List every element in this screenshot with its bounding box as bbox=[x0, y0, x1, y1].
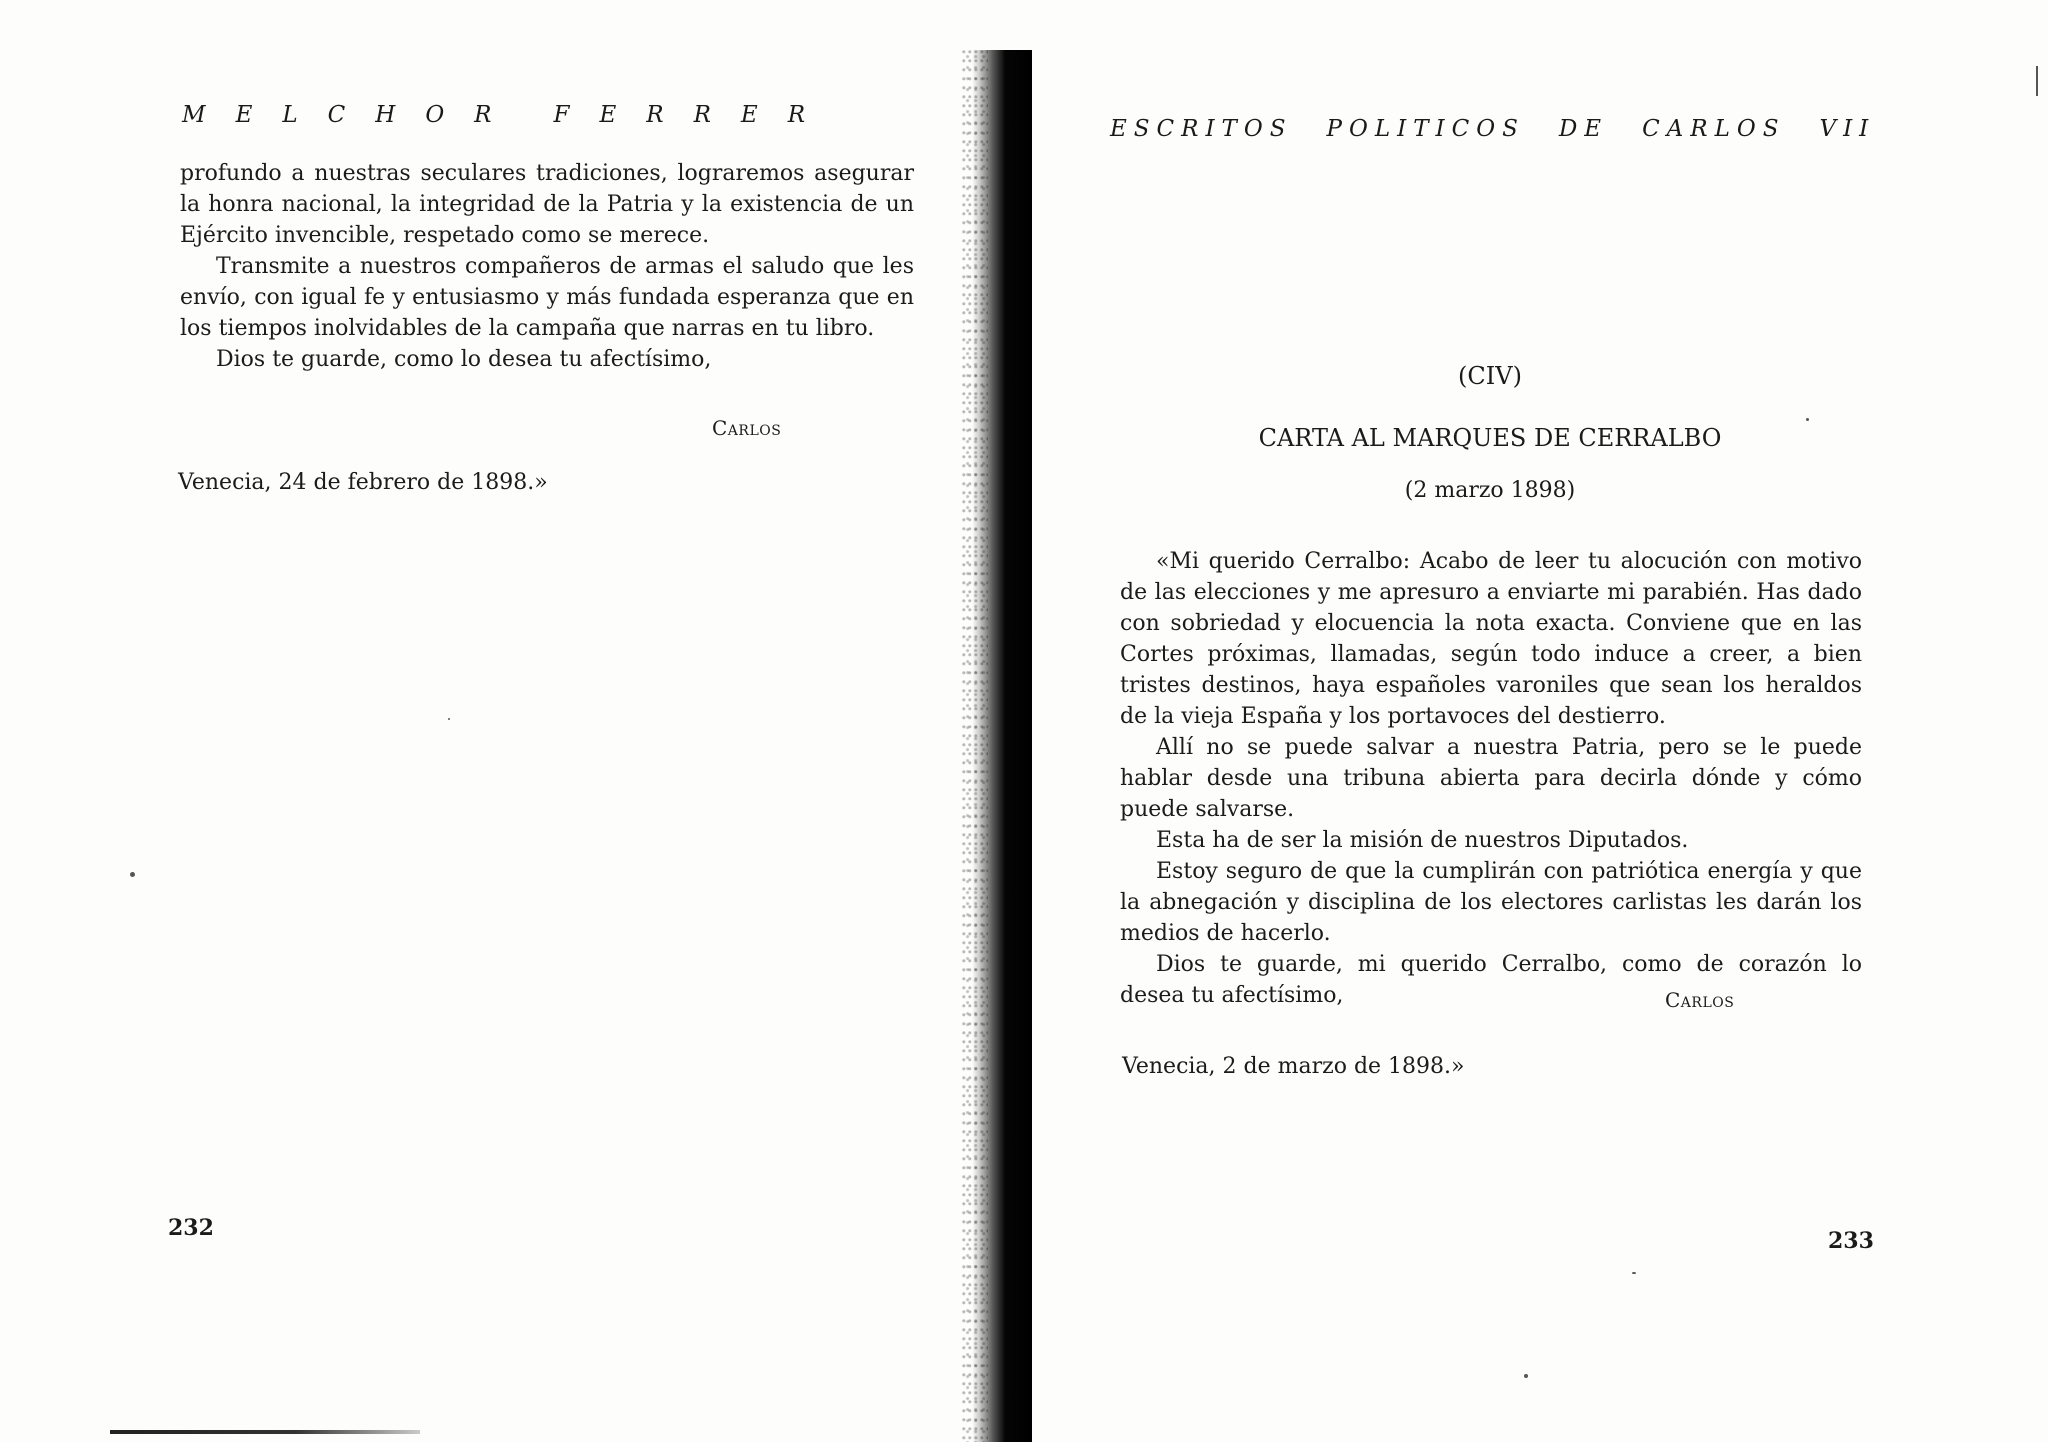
paragraph: Transmite a nuestros compañeros de armas el saludo que les envío, con igual fe y entusiasmo y más fundada esperanza que en los tiempos inolvidables de la campaña que narras en tu libro. bbox=[180, 254, 914, 341]
scan-speck bbox=[1806, 418, 1809, 421]
scan-speck bbox=[448, 718, 450, 720]
paragraph: «Mi querido Cerralbo: Acabo de leer tu alocución con motivo de las elecciones y me apresuro a enviarte mi parabién. Has dado con sobriedad y elocuencia la nota exacta. Conviene que en las Cortes próximas, llamadas, según todo induce a creer, a bien tristes destinos, haya españoles varoniles que sean los heraldos de la vieja España y los portavoces del destierro. bbox=[1120, 549, 1862, 729]
running-head-letter: E bbox=[740, 102, 758, 128]
paragraph: Esta ha de ser la misión de nuestros Diputados. bbox=[1156, 828, 1689, 853]
letter-date: (2 marzo 1898) bbox=[1404, 478, 1576, 503]
running-head-letter: H bbox=[375, 102, 396, 128]
left-body-text bbox=[180, 158, 914, 375]
left-page-number: 232 bbox=[168, 1215, 214, 1241]
running-head-letter: F bbox=[553, 102, 570, 128]
right-signature: Carlos bbox=[1665, 988, 1735, 1012]
right-body-text bbox=[1120, 546, 1862, 1011]
running-head-letter: R bbox=[646, 102, 664, 128]
running-head-letter: E bbox=[599, 102, 617, 128]
left-signature: Carlos bbox=[712, 416, 782, 440]
paragraph: Allí no se puede salvar a nuestra Patria, pero se le puede hablar desde una tribuna abierta para decirla dónde y cómo puede salvarse. bbox=[1120, 735, 1862, 822]
running-head-letter: R bbox=[787, 102, 806, 128]
running-head-letter: M bbox=[182, 102, 206, 128]
running-head-word: VII bbox=[1819, 116, 1876, 142]
scan-speck bbox=[1524, 1374, 1528, 1378]
left-dateline: Venecia, 24 de febrero de 1898.» bbox=[178, 470, 548, 495]
right-page-number: 233 bbox=[1828, 1228, 1874, 1254]
bottom-edge-mark bbox=[110, 1430, 420, 1434]
paragraph: profundo a nuestras seculares tradiciones, lograremos asegurar la honra nacional, la integridad de la Patria y la existencia de un Ejército invencible, respetado como se merece. bbox=[180, 161, 914, 248]
paragraph: Dios te guarde, como lo desea tu afectísimo, bbox=[216, 347, 712, 372]
running-head-word: POLITICOS bbox=[1326, 116, 1525, 142]
running-head-letter: O bbox=[425, 102, 445, 128]
letter-title: CARTA AL MARQUES DE CERRALBO bbox=[1258, 424, 1722, 452]
page-edge-mark bbox=[2036, 66, 2038, 96]
running-head-word: DE bbox=[1558, 116, 1609, 142]
running-head-letter: E bbox=[235, 102, 253, 128]
running-head-letter: R bbox=[474, 102, 492, 128]
scan-speck bbox=[1632, 1272, 1636, 1274]
right-running-head bbox=[1110, 116, 1909, 142]
running-head-word: ESCRITOS bbox=[1110, 116, 1293, 142]
running-head-word: CARLOS bbox=[1642, 116, 1786, 142]
paragraph: Estoy seguro de que la cumplirán con patriótica energía y que la abnegación y disciplina de los electores carlistas les darán los medios de hacerlo. bbox=[1120, 859, 1862, 946]
letter-number-heading: (CIV) bbox=[1458, 362, 1522, 390]
paragraph: Dios te guarde, mi querido Cerralbo, como de corazón lo desea tu afectísimo, bbox=[1120, 952, 1862, 1008]
running-head-letter: L bbox=[282, 102, 298, 128]
left-running-head bbox=[182, 102, 835, 128]
gutter-texture bbox=[962, 50, 988, 1442]
running-head-letter: R bbox=[693, 102, 711, 128]
running-head-letter: C bbox=[327, 102, 346, 128]
right-dateline: Venecia, 2 de marzo de 1898.» bbox=[1122, 1054, 1465, 1079]
scan-speck bbox=[130, 872, 135, 877]
